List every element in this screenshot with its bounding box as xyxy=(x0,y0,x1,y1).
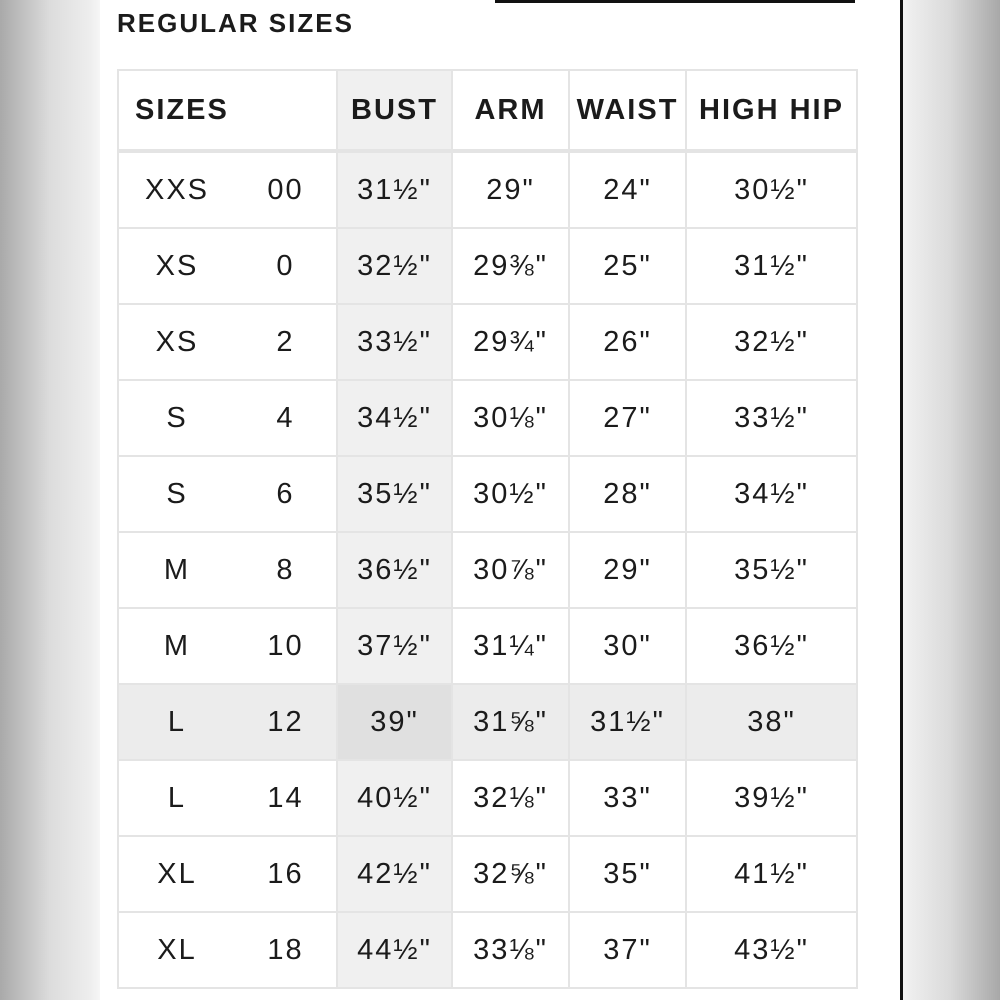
bust-cell: 39" xyxy=(337,684,452,760)
arm-cell: 29¾" xyxy=(452,304,569,380)
high-hip-cell: 41½" xyxy=(686,836,857,912)
table-row xyxy=(118,912,857,988)
high-hip-cell: 39½" xyxy=(686,760,857,836)
size-number-cell: 14 xyxy=(235,760,337,836)
size-letter-cell: M xyxy=(118,532,235,608)
size-number-cell: 8 xyxy=(235,532,337,608)
waist-cell: 35" xyxy=(569,836,686,912)
high-hip-cell: 31½" xyxy=(686,228,857,304)
waist-cell: 26" xyxy=(569,304,686,380)
header-arm: ARM xyxy=(452,70,569,151)
table-row xyxy=(118,151,857,228)
arm-cell: 32⅝" xyxy=(452,836,569,912)
size-letter-cell: XS xyxy=(118,304,235,380)
arm-cell: 33⅛" xyxy=(452,912,569,988)
arm-cell: 32⅛" xyxy=(452,760,569,836)
top-divider-bar xyxy=(495,0,855,3)
size-letter-cell: XS xyxy=(118,228,235,304)
table-row xyxy=(118,608,857,684)
size-number-cell: 2 xyxy=(235,304,337,380)
size-number-cell: 6 xyxy=(235,456,337,532)
table-row xyxy=(118,456,857,532)
table-row xyxy=(118,684,857,760)
bust-cell: 33½" xyxy=(337,304,452,380)
bust-cell: 31½" xyxy=(337,151,452,228)
size-letter-cell: L xyxy=(118,684,235,760)
header-bust: BUST xyxy=(337,70,452,151)
high-hip-cell: 35½" xyxy=(686,532,857,608)
waist-cell: 33" xyxy=(569,760,686,836)
bust-cell: 32½" xyxy=(337,228,452,304)
size-chart-table xyxy=(117,69,858,989)
waist-cell: 29" xyxy=(569,532,686,608)
arm-cell: 29" xyxy=(452,151,569,228)
high-hip-cell: 43½" xyxy=(686,912,857,988)
waist-cell: 37" xyxy=(569,912,686,988)
size-number-cell: 12 xyxy=(235,684,337,760)
high-hip-cell: 38" xyxy=(686,684,857,760)
size-letter-cell: XXS xyxy=(118,151,235,228)
bust-cell: 42½" xyxy=(337,836,452,912)
waist-cell: 31½" xyxy=(569,684,686,760)
high-hip-cell: 33½" xyxy=(686,380,857,456)
table-row xyxy=(118,304,857,380)
size-number-cell: 0 xyxy=(235,228,337,304)
size-letter-cell: S xyxy=(118,456,235,532)
waist-cell: 24" xyxy=(569,151,686,228)
bust-cell: 37½" xyxy=(337,608,452,684)
size-letter-cell: XL xyxy=(118,912,235,988)
waist-cell: 27" xyxy=(569,380,686,456)
bust-cell: 35½" xyxy=(337,456,452,532)
high-hip-cell: 34½" xyxy=(686,456,857,532)
arm-cell: 31⅝" xyxy=(452,684,569,760)
arm-cell: 31¼" xyxy=(452,608,569,684)
table-row xyxy=(118,228,857,304)
size-number-cell: 4 xyxy=(235,380,337,456)
bust-cell: 40½" xyxy=(337,760,452,836)
size-number-cell: 00 xyxy=(235,151,337,228)
arm-cell: 30⅞" xyxy=(452,532,569,608)
table-row xyxy=(118,760,857,836)
table-row xyxy=(118,836,857,912)
header-high-hip: HIGH HIP xyxy=(686,70,857,151)
waist-cell: 28" xyxy=(569,456,686,532)
size-letter-cell: S xyxy=(118,380,235,456)
header-sizes: SIZES xyxy=(118,70,337,151)
size-number-cell: 10 xyxy=(235,608,337,684)
high-hip-cell: 36½" xyxy=(686,608,857,684)
size-letter-cell: L xyxy=(118,760,235,836)
bust-cell: 36½" xyxy=(337,532,452,608)
bust-cell: 44½" xyxy=(337,912,452,988)
table-row xyxy=(118,532,857,608)
waist-cell: 25" xyxy=(569,228,686,304)
size-letter-cell: XL xyxy=(118,836,235,912)
size-number-cell: 18 xyxy=(235,912,337,988)
header-waist: WAIST xyxy=(569,70,686,151)
table-row xyxy=(118,380,857,456)
size-number-cell: 16 xyxy=(235,836,337,912)
high-hip-cell: 32½" xyxy=(686,304,857,380)
waist-cell: 30" xyxy=(569,608,686,684)
arm-cell: 30½" xyxy=(452,456,569,532)
size-letter-cell: M xyxy=(118,608,235,684)
bust-cell: 34½" xyxy=(337,380,452,456)
arm-cell: 29⅜" xyxy=(452,228,569,304)
section-title: REGULAR SIZES xyxy=(117,8,354,38)
right-edge-rule xyxy=(900,0,903,1000)
arm-cell: 30⅛" xyxy=(452,380,569,456)
table-header-row xyxy=(118,70,857,151)
high-hip-cell: 30½" xyxy=(686,151,857,228)
